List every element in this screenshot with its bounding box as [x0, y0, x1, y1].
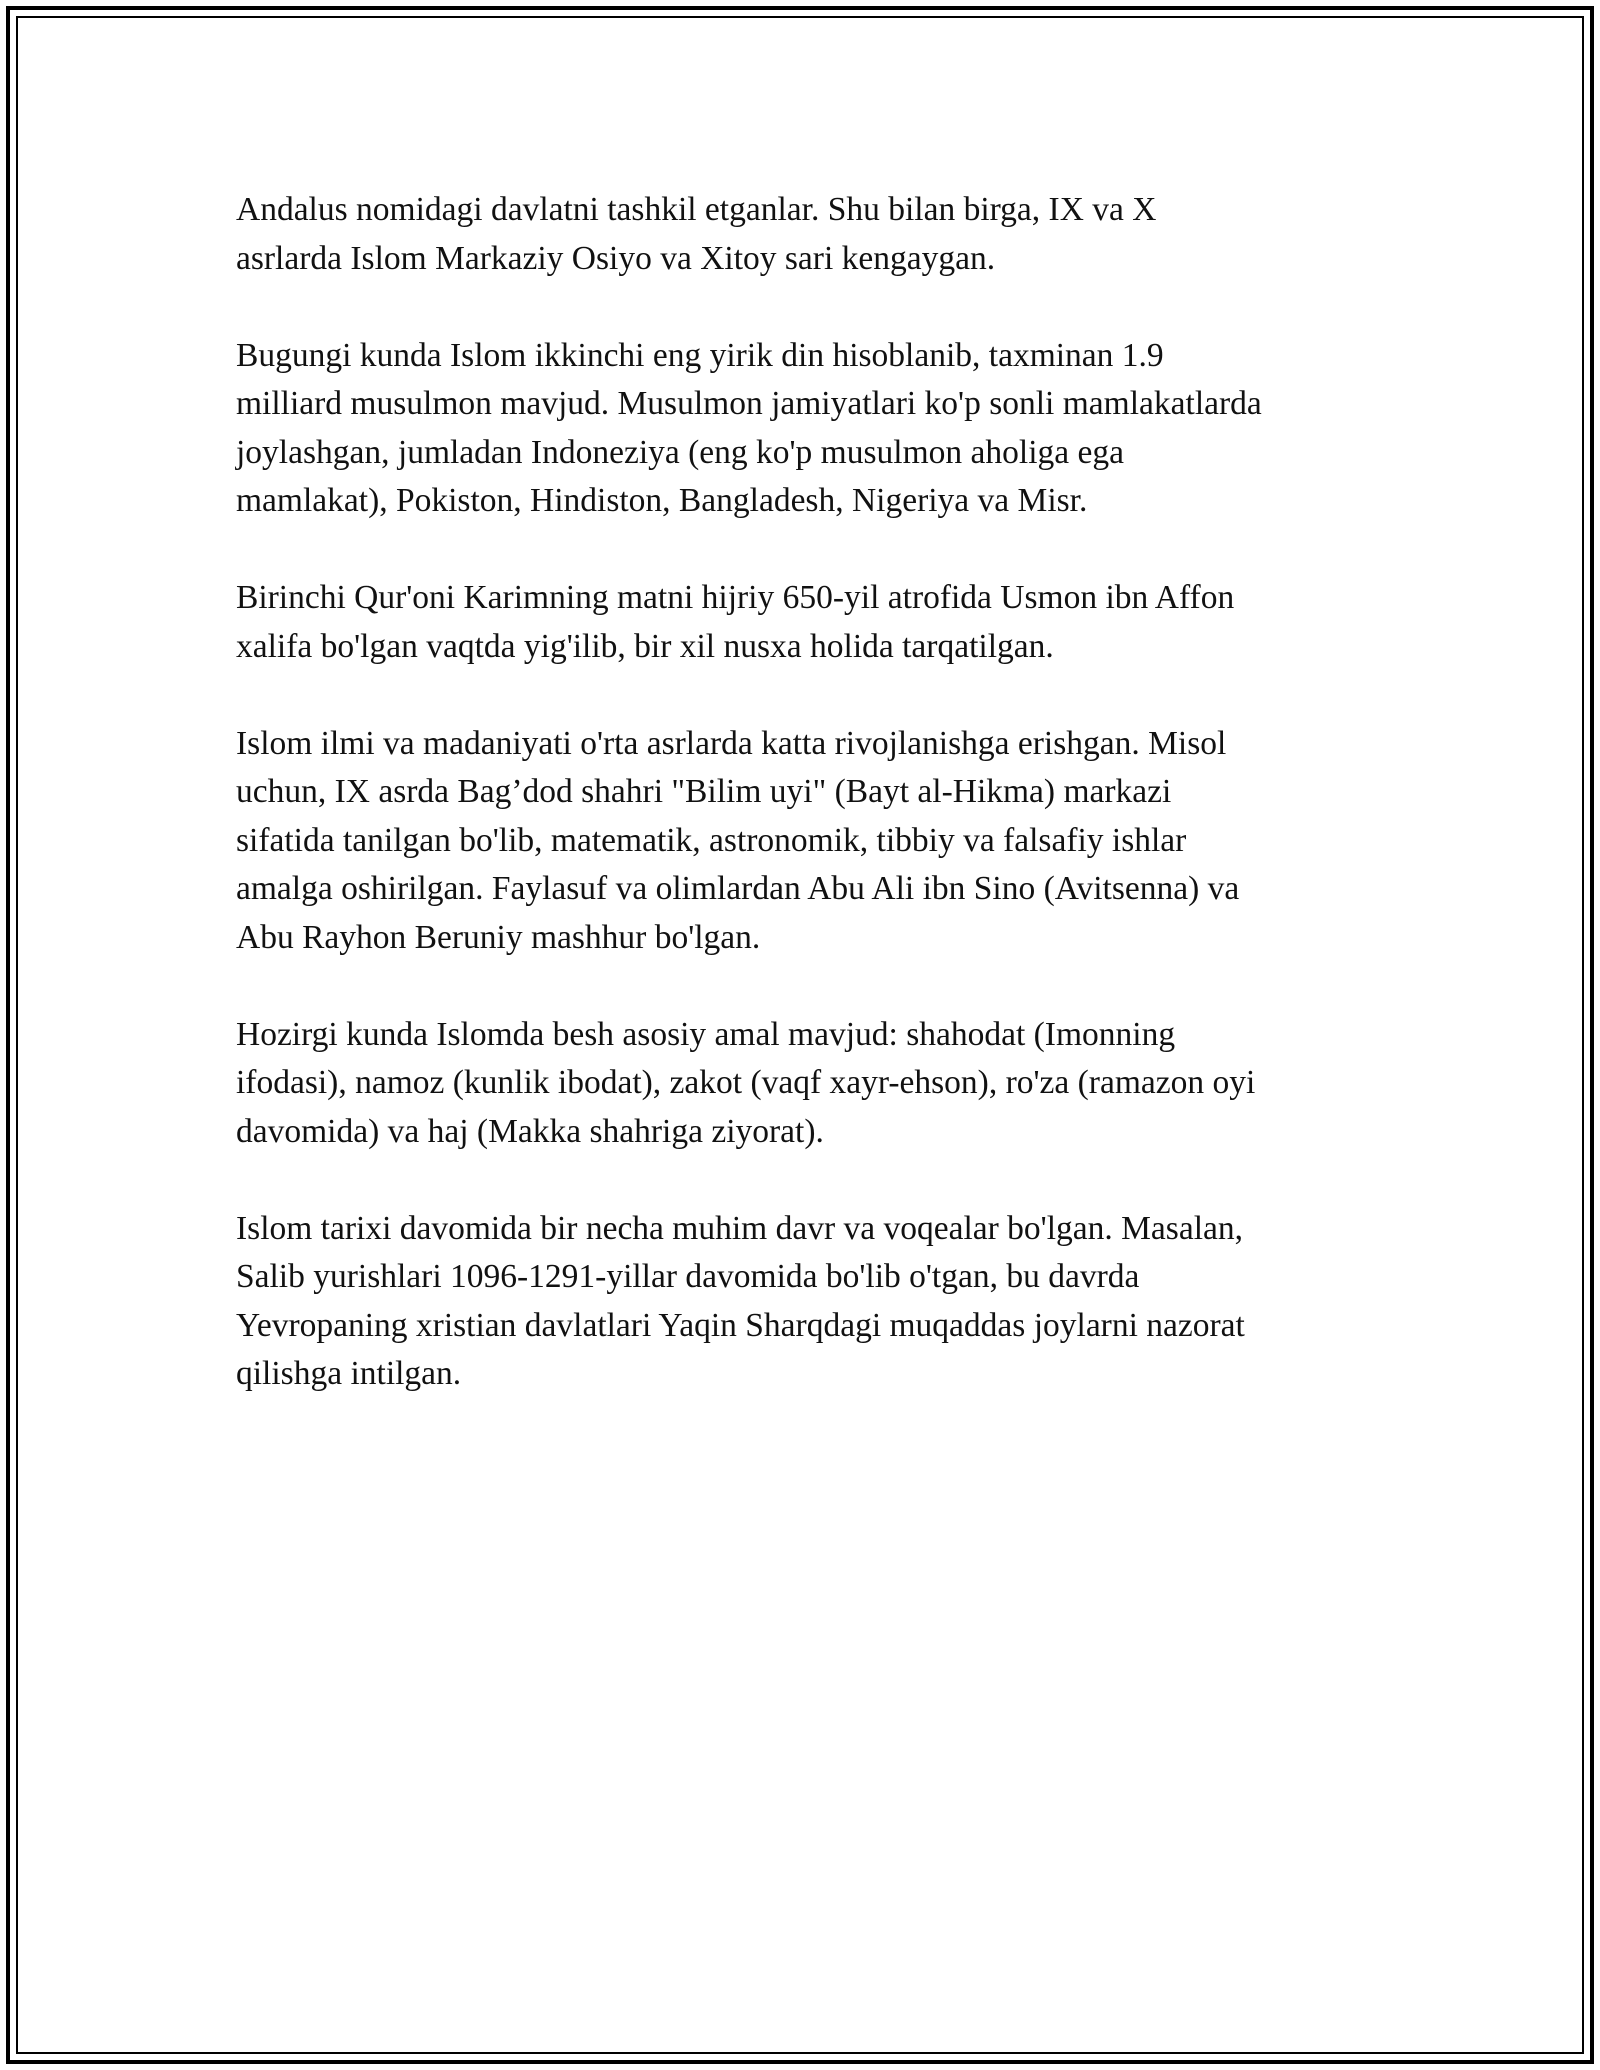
- text-line: sifatida tanilgan bo'lib, matematik, astronomik, tibbiy va falsafiy ishlar: [236, 821, 1187, 859]
- text-line: mamlakat), Pokiston, Hindiston, Bangladesh, Nigeriya va Misr.: [236, 482, 1088, 519]
- text-line: Birinchi Qur'oni Karimning matni hijriy 650-yil atrofida Usmon ibn Affon: [236, 579, 1235, 616]
- paragraph-science: [236, 720, 1366, 963]
- text-line: Yevropaning xristian davlatlari Yaqin Sharqdagi muqaddas joylarni nazorat: [236, 1306, 1245, 1344]
- text-line: milliard musulmon mavjud. Musulmon jamiyatlari ko'p sonli mamlakatlarda: [236, 385, 1262, 422]
- text-line: xalifa bo'lgan vaqtda yig'ilib, bir xil nusxa holida tarqatilgan.: [236, 627, 1054, 665]
- text-line: Islom tarixi davomida bir necha muhim davr va voqealar bo'lgan. Masalan,: [236, 1209, 1244, 1247]
- text-line: Abu Rayhon Beruniy mashhur bo'lgan.: [236, 918, 761, 956]
- text-line: qilishga intilgan.: [236, 1355, 462, 1392]
- text-line: Salib yurishlari 1096-1291-yillar davomida bo'lib o'tgan, bu davrda: [236, 1258, 1140, 1295]
- paragraph-today: [236, 332, 1366, 526]
- text-line: ifodasi), namoz (kunlik ibodat), zakot (vaqf xayr-ehson), ro'za (ramazon oyi: [236, 1064, 1256, 1101]
- text-line: Bugungi kunda Islom ikkinchi eng yirik din hisoblanib, taxminan 1.9: [236, 336, 1164, 374]
- text-line: Hozirgi kunda Islomda besh asosiy amal mavjud: shahodat (Imonning: [236, 1015, 1176, 1053]
- text-line: asrlarda Islom Markaziy Osiyo va Xitoy sari kengaygan.: [236, 239, 996, 277]
- paragraph-five-pillars: [236, 1011, 1366, 1157]
- paragraph-quran: [236, 574, 1366, 671]
- text-line: Andalus nomidagi davlatni tashkil etganlar. Shu bilan birga, IX va X: [236, 191, 1157, 228]
- text-line: joylashgan, jumladan Indoneziya (eng ko'p musulmon aholiga ega: [236, 433, 1124, 471]
- text-line: davomida) va haj (Makka shahriga ziyorat).: [236, 1112, 824, 1150]
- document-body: [236, 186, 1366, 1447]
- text-line: Islom ilmi va madaniyati o'rta asrlarda katta rivojlanishga erishgan. Misol: [236, 724, 1227, 762]
- paragraph-history: [236, 1205, 1366, 1399]
- paragraph-andalus: [236, 186, 1366, 283]
- text-line: amalga oshirilgan. Faylasuf va olimlardan Abu Ali ibn Sino (Avitsenna) va: [236, 870, 1240, 907]
- text-line: uchun, IX asrda Bag’dod shahri "Bilim uyi" (Bayt al-Hikma) markazi: [236, 773, 1172, 810]
